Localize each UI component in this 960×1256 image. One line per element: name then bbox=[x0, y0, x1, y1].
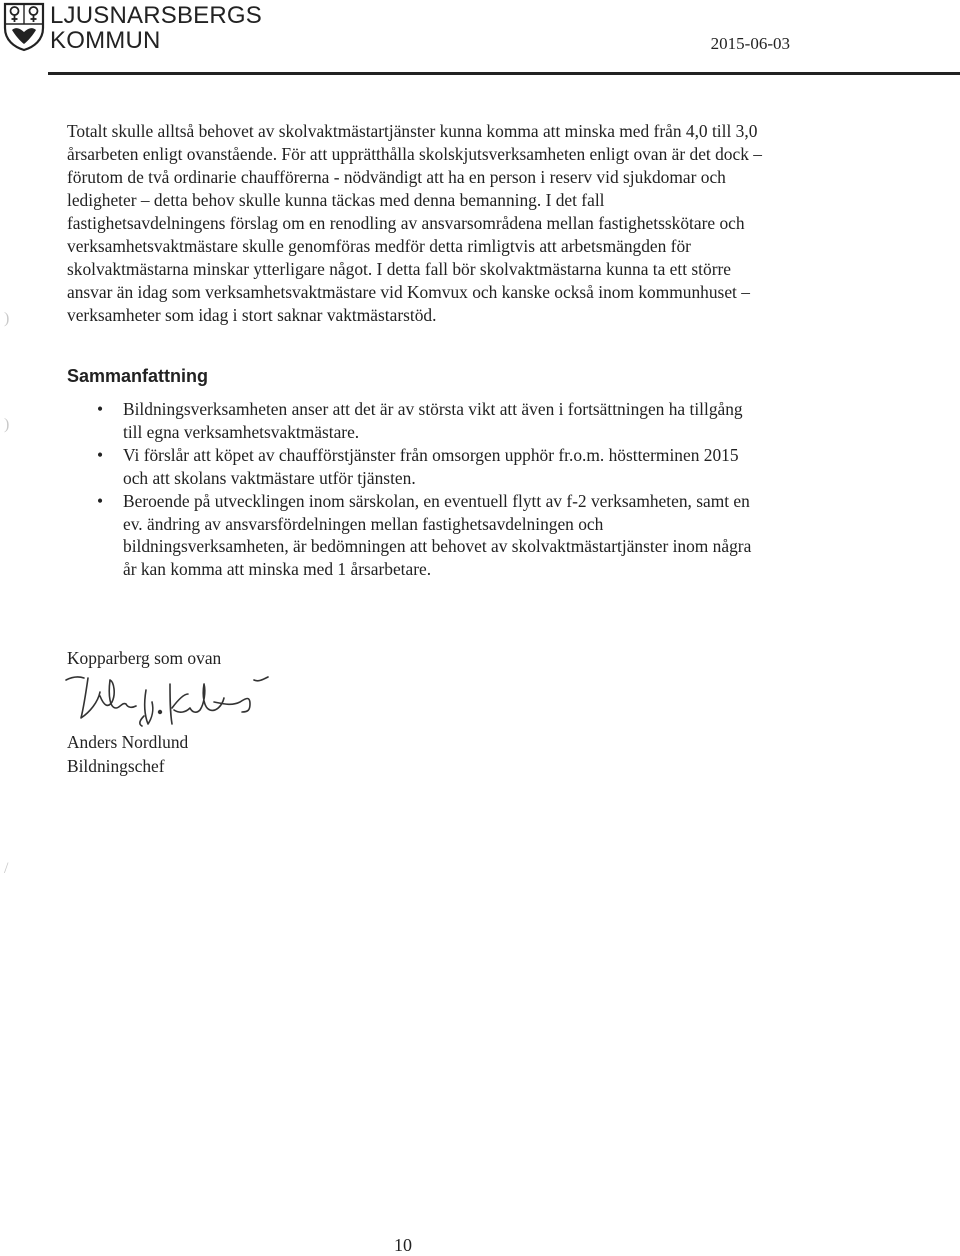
signer-name: Anders Nordlund bbox=[67, 732, 189, 752]
municipal-crest-icon bbox=[2, 2, 46, 52]
list-item bbox=[96, 398, 756, 443]
scan-margin-mark: ) bbox=[4, 310, 10, 327]
scan-margin-mark: ) bbox=[4, 416, 10, 433]
list-item-text: Beroende på utvecklingen inom särskolan, en eventuell flytt av f-2 verksamheten, samt en ev. ändring av ansvarsfördelningen mellan fastighetsavdelningen och bildningsverksamheten, är bedömningen att behovet av skolvaktmästartjänster inom några år kan komma att minska med 1 årsarbetare. bbox=[123, 491, 752, 579]
letterhead bbox=[0, 0, 960, 80]
list-item bbox=[96, 444, 756, 489]
summary-bullet-list bbox=[96, 398, 756, 581]
closing-line: Kopparberg som ovan bbox=[67, 648, 222, 668]
list-item-text: Vi förslår att köpet av chaufförstjänster från omsorgen upphör fr.o.m. höstterminen 2015 och att skolans vaktmästare utför tjänsten. bbox=[123, 445, 739, 488]
handwritten-signature bbox=[64, 672, 274, 734]
bullet-icon: • bbox=[97, 491, 104, 511]
list-item-text: Bildningsverksamheten anser att det är av största vikt att även i fortsättningen ha tillgång till egna verksamhetsvaktmästare. bbox=[123, 399, 743, 442]
bullet-icon: • bbox=[97, 445, 104, 465]
signer-title: Bildningschef bbox=[67, 756, 165, 776]
header-divider bbox=[48, 72, 960, 75]
document-date: 2015-06-03 bbox=[710, 34, 790, 53]
page-number: 10 bbox=[394, 1235, 412, 1255]
section-heading-summary: Sammanfattning bbox=[67, 366, 209, 386]
scan-margin-mark: / bbox=[4, 860, 9, 877]
organization-name bbox=[50, 3, 262, 53]
list-item bbox=[96, 490, 756, 580]
body-paragraph: Totalt skulle alltså behovet av skolvaktmästartjänster kunna komma att minska med från 4,0 till 3,0 årsarbeten enligt ovanstående. För att upprätthålla skolskjutsverksamheten enligt ovan är det dock – förutom de två ordinarie chaufförerna - nödvändigt att ha en person i reserv vid sjukdomar och ledigheter – detta behov skulle kunna täckas med denna bemanning. I det fall fastighetsavdelningens förslag om en renodling av ansvarsområdena mellan fastighetsskötare och verksamhetsvaktmästare skulle genomföras medför detta rimligtvis att arbetsmängden för skolvaktmästarna minskar ytterligare något. I detta fall bör skolvaktmästarna kunna ta ett större ansvar än idag som verksamhetsvaktmästare vid Komvux och kanske också inom kommunhuset – verksamheter som idag i stort saknar vaktmästarstöd. bbox=[67, 121, 762, 325]
organization-name-line2: KOMMUN bbox=[50, 27, 161, 54]
organization-name-line1: LJUSNARSBERGS bbox=[50, 2, 262, 29]
bullet-icon: • bbox=[97, 399, 104, 419]
